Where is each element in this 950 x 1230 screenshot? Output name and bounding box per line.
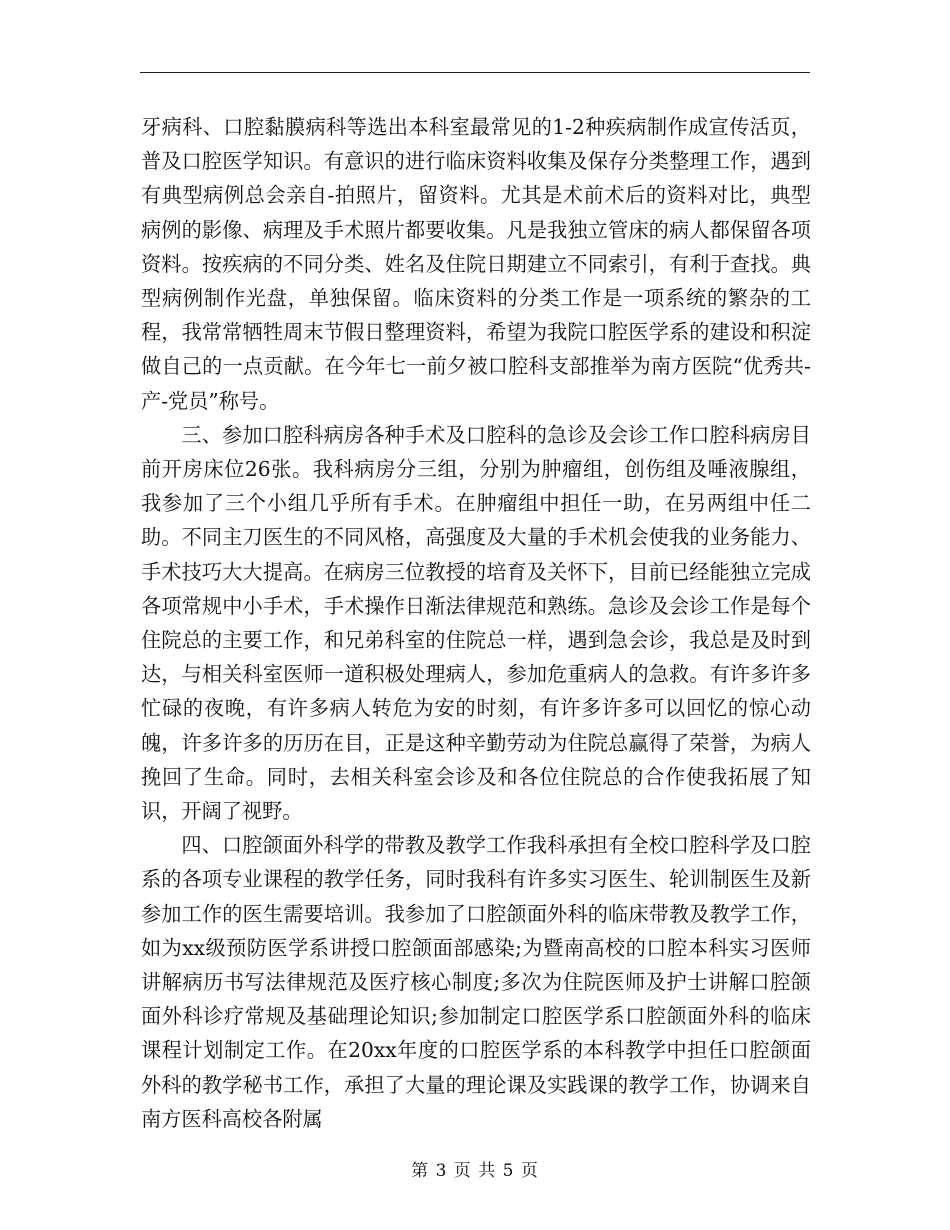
- page-footer: 第 3 页 共 5 页: [411, 1161, 539, 1181]
- paragraph-3: 四、口腔颌面外科学的带教及教学工作我科承担有全校口腔科学及口腔系的各项专业课程的教学任务，同时我科有许多实习医生、轮训制医生及新参加工作的医生需要培训。我参加了口腔颌面外科的临床带教及教学工作，如为xx级预防医学系讲授口腔颌面部感染;为暨南高校的口腔本科实习医师讲解病历书写法律规范及医疗核心制度;多次为住院医师及护士讲解口腔颌面外科诊疗常规及基础理论知识;参加制定口腔医学系口腔颌面外科的临床课程计划制定工作。在20xx年度的口腔医学系的本科教学中担任口腔颌面外科的教学秘书工作，承担了大量的理论课及实践课的教学工作，协调来自南方医科高校各附属: [141, 833, 811, 1131]
- document-body: [141, 110, 811, 1136]
- paragraph-1: 牙病科、口腔黏膜病科等选出本科室最常见的1-2种疾病制作成宣传活页，普及口腔医学知识。有意识的进行临床资料收集及保存分类整理工作，遇到有典型病例总会亲自-拍照片，留资料。尤其是术前术后的资料对比，典型病例的影像、病理及手术照片都要收集。凡是我独立管床的病人都保留各项资料。按疾病的不同分类、姓名及住院日期建立不同索引，有利于查找。典型病例制作光盘，单独保留。临床资料的分类工作是一项系统的繁杂的工程，我常常牺牲周末节假日整理资料，希望为我院口腔医学系的建设和积淀做自己的一点贡献。在今年七一前夕被口腔科支部推举为南方医院“优秀共-产-党员”称号。: [141, 115, 811, 413]
- paragraph-2: 三、参加口腔科病房各种手术及口腔科的急诊及会诊工作口腔科病房目前开房床位26张。我科病房分三组，分别为肿瘤组，创伤组及唾液腺组，我参加了三个小组几乎所有手术。在肿瘤组中担任一助，在另两组中任二助。不同主刀医生的不同风格，高强度及大量的手术机会使我的业务能力、手术技巧大大提高。在病房三位教授的培育及关怀下，目前已经能独立完成各项常规中小手术，手术操作日渐法律规范和熟练。急诊及会诊工作是每个住院总的主要工作，和兄弟科室的住院总一样，遇到急会诊，我总是及时到达，与相关科室医师一道积极处理病人，参加危重病人的急救。有许多许多忙碌的夜晚，有许多病人转危为安的时刻，有许多许多可以回忆的惊心动魄，许多许多的历历在目，正是这种辛勤劳动为住院总赢得了荣誉，为病人挽回了生命。同时，去相关科室会诊及和各位住院总的合作使我拓展了知识，开阔了视野。: [141, 422, 811, 824]
- header-rule: [140, 72, 810, 73]
